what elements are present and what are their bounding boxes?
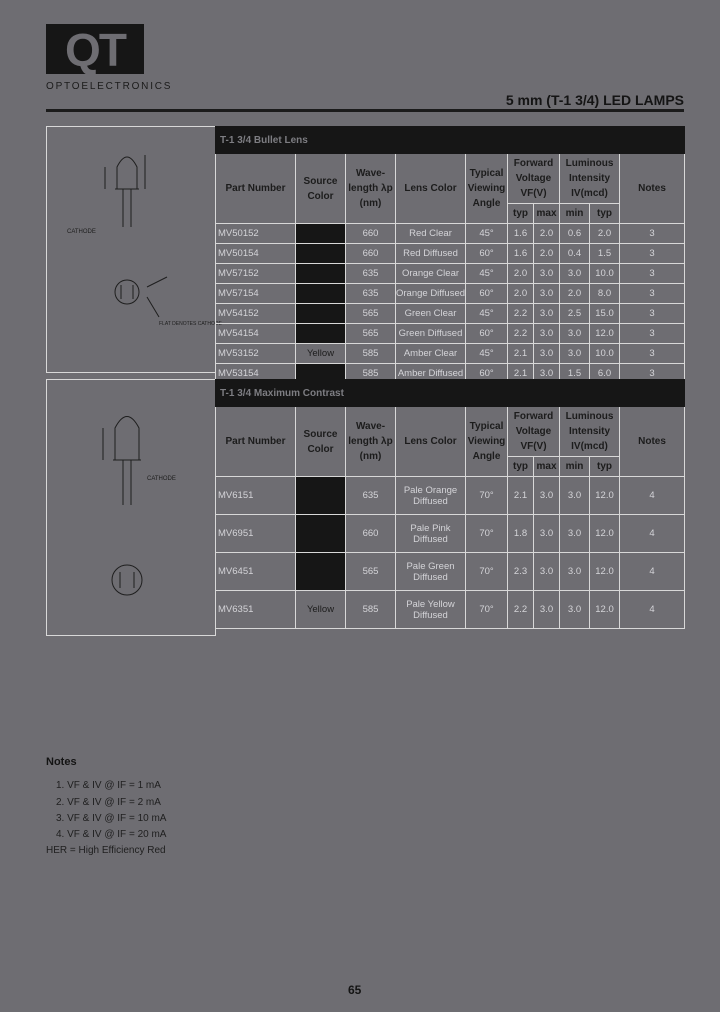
s1-cell-note: 3 (620, 304, 685, 324)
s1-cell-note: 3 (620, 324, 685, 344)
col2-angle: Typical Viewing Angle (466, 407, 508, 477)
s2-cell-angle: 70° (466, 515, 508, 553)
s1-cell-imin: 0.4 (560, 244, 590, 264)
s1-cell-ityp: 12.0 (590, 324, 620, 344)
col2-part: Part Number (216, 407, 296, 477)
s2-cell-wave: 585 (346, 591, 396, 629)
s1-cell-part: MV50154 (216, 244, 296, 264)
s1-cell-imin: 0.6 (560, 224, 590, 244)
s1-cell-vmax: 3.0 (534, 344, 560, 364)
s2-cell-vmax: 3.0 (534, 553, 560, 591)
col2-fv-max: max (534, 457, 560, 477)
s1-cell-ityp: 6.0 (590, 364, 620, 384)
col2-li: Luminous Intensity IV(mcd) (560, 407, 620, 457)
s1-cell-wave: 585 (346, 364, 396, 384)
bullet-lens-diagram (47, 127, 222, 372)
s1-cell-imin: 3.0 (560, 324, 590, 344)
s1-cell-vtyp: 2.2 (508, 304, 534, 324)
s1-cell-vmax: 3.0 (534, 304, 560, 324)
s1-cell-source: Yellow (296, 344, 346, 364)
s1-cell-angle: 45° (466, 304, 508, 324)
s1-cell-angle: 60° (466, 364, 508, 384)
col-fv-max: max (534, 204, 560, 224)
s1-cell-angle: 60° (466, 284, 508, 304)
s1-cell-lens: Orange Clear (396, 264, 466, 284)
s1-cell-wave: 635 (346, 284, 396, 304)
s2-cell-angle: 70° (466, 553, 508, 591)
s2-cell-ityp: 12.0 (590, 515, 620, 553)
s1-cell-vmax: 2.0 (534, 224, 560, 244)
s2-cell-wave: 565 (346, 553, 396, 591)
col-li-min: min (560, 204, 590, 224)
note-her: HER = High Efficiency Red (46, 845, 166, 856)
col2-lens: Lens Color (396, 407, 466, 477)
s1-cell-wave: 660 (346, 224, 396, 244)
s2-cell-imin: 3.0 (560, 477, 590, 515)
s2-cell-part: MV6151 (216, 477, 296, 515)
s2-cell-imin: 3.0 (560, 553, 590, 591)
s1-cell-imin: 1.5 (560, 364, 590, 384)
s2-cell-vtyp: 1.8 (508, 515, 534, 553)
s2-cell-note: 4 (620, 515, 685, 553)
s1-cell-note: 3 (620, 344, 685, 364)
s1-cell-wave: 565 (346, 324, 396, 344)
s1-cell-note: 3 (620, 224, 685, 244)
s1-cell-part: MV53152 (216, 344, 296, 364)
s2-cell-note: 4 (620, 553, 685, 591)
s1-row (216, 344, 685, 364)
s2-row (216, 515, 685, 553)
s1-cell-lens: Green Diffused (396, 324, 466, 344)
s1-cell-wave: 660 (346, 244, 396, 264)
s2-cell-vmax: 3.0 (534, 591, 560, 629)
max-contrast-drawing (46, 379, 216, 636)
notes-title: Notes (46, 756, 77, 768)
s1-cell-angle: 60° (466, 244, 508, 264)
s1-cell-wave: 565 (346, 304, 396, 324)
s2-cell-part: MV6351 (216, 591, 296, 629)
section2-banner: T-1 3/4 Maximum Contrast (216, 380, 685, 407)
s1-cell-angle: 45° (466, 264, 508, 284)
col2-fv: Forward Voltage VF(V) (508, 407, 560, 457)
s1-cell-wave: 585 (346, 344, 396, 364)
s1-cell-source (296, 224, 346, 244)
col2-source: Source Color (296, 407, 346, 477)
s1-cell-vmax: 3.0 (534, 364, 560, 384)
s2-cell-source: Yellow (296, 591, 346, 629)
s2-cell-part: MV6451 (216, 553, 296, 591)
logo-subtitle: OPTOELECTRONICS (46, 81, 173, 92)
s1-cell-source (296, 244, 346, 264)
s2-cell-source (296, 515, 346, 553)
s1-cell-lens: Orange Diffused (396, 284, 466, 304)
d1-flat-label: FLAT DENOTES CATHODE (159, 321, 222, 327)
s1-cell-ityp: 2.0 (590, 224, 620, 244)
col-lens: Lens Color (396, 154, 466, 224)
s1-cell-source (296, 264, 346, 284)
col-notes: Notes (620, 154, 685, 224)
col-li-typ: typ (590, 204, 620, 224)
s2-cell-lens: Pale Green Diffused (396, 553, 466, 591)
bullet-lens-table (215, 126, 685, 384)
s1-cell-ityp: 1.5 (590, 244, 620, 264)
logo-text: QT (65, 24, 125, 76)
s1-cell-vtyp: 2.0 (508, 284, 534, 304)
qt-logo (46, 24, 144, 74)
s2-cell-lens: Pale Pink Diffused (396, 515, 466, 553)
s1-cell-angle: 45° (466, 224, 508, 244)
s1-cell-vmax: 3.0 (534, 264, 560, 284)
s1-cell-part: MV54154 (216, 324, 296, 344)
s1-row (216, 304, 685, 324)
col-part: Part Number (216, 154, 296, 224)
s1-cell-ityp: 15.0 (590, 304, 620, 324)
s1-cell-source (296, 284, 346, 304)
s2-row (216, 591, 685, 629)
s2-cell-imin: 3.0 (560, 591, 590, 629)
s2-cell-lens: Pale Orange Diffused (396, 477, 466, 515)
s1-row (216, 244, 685, 264)
s1-cell-imin: 2.5 (560, 304, 590, 324)
s1-cell-lens: Amber Diffused (396, 364, 466, 384)
s2-cell-wave: 660 (346, 515, 396, 553)
s2-cell-note: 4 (620, 477, 685, 515)
s1-cell-note: 3 (620, 364, 685, 384)
s2-cell-vtyp: 2.1 (508, 477, 534, 515)
s1-cell-part: MV53154 (216, 364, 296, 384)
note-4: 4. VF & IV @ IF = 20 mA (56, 829, 167, 840)
s1-cell-part: MV54152 (216, 304, 296, 324)
s1-row (216, 224, 685, 244)
col-angle: Typical Viewing Angle (466, 154, 508, 224)
s1-cell-vmax: 2.0 (534, 244, 560, 264)
s1-row (216, 284, 685, 304)
s1-cell-vmax: 3.0 (534, 324, 560, 344)
s1-cell-part: MV57154 (216, 284, 296, 304)
col-source: Source Color (296, 154, 346, 224)
s1-cell-lens: Red Diffused (396, 244, 466, 264)
note-3: 3. VF & IV @ IF = 10 mA (56, 813, 167, 824)
s2-cell-source (296, 477, 346, 515)
s1-cell-angle: 45° (466, 344, 508, 364)
s1-cell-note: 3 (620, 244, 685, 264)
s2-cell-note: 4 (620, 591, 685, 629)
col2-li-min: min (560, 457, 590, 477)
s1-cell-imin: 3.0 (560, 344, 590, 364)
s1-cell-angle: 60° (466, 324, 508, 344)
s2-cell-vtyp: 2.3 (508, 553, 534, 591)
s2-cell-imin: 3.0 (560, 515, 590, 553)
col-fv-typ: typ (508, 204, 534, 224)
note-2: 2. VF & IV @ IF = 2 mA (56, 797, 161, 808)
s1-cell-ityp: 10.0 (590, 264, 620, 284)
s1-cell-source (296, 304, 346, 324)
s1-cell-vtyp: 2.1 (508, 344, 534, 364)
s1-cell-vtyp: 2.0 (508, 264, 534, 284)
s2-cell-part: MV6951 (216, 515, 296, 553)
max-contrast-diagram (47, 380, 215, 635)
s2-cell-ityp: 12.0 (590, 553, 620, 591)
s2-row (216, 553, 685, 591)
s1-row (216, 264, 685, 284)
col2-li-typ: typ (590, 457, 620, 477)
s1-cell-imin: 2.0 (560, 284, 590, 304)
note-1: 1. VF & IV @ IF = 1 mA (56, 780, 161, 791)
s2-cell-vmax: 3.0 (534, 515, 560, 553)
s1-cell-note: 3 (620, 264, 685, 284)
s1-cell-source (296, 324, 346, 344)
page-number: 65 (348, 983, 362, 997)
s1-cell-lens: Green Clear (396, 304, 466, 324)
bullet-lens-drawing (46, 126, 222, 373)
col2-fv-typ: typ (508, 457, 534, 477)
col-li: Luminous Intensity IV(mcd) (560, 154, 620, 204)
d2-cathode-label: CATHODE (147, 476, 176, 482)
s2-cell-angle: 70° (466, 591, 508, 629)
s1-cell-lens: Red Clear (396, 224, 466, 244)
s1-cell-wave: 635 (346, 264, 396, 284)
s2-cell-vmax: 3.0 (534, 477, 560, 515)
s2-cell-source (296, 553, 346, 591)
s1-cell-ityp: 8.0 (590, 284, 620, 304)
s2-cell-ityp: 12.0 (590, 477, 620, 515)
s2-cell-wave: 635 (346, 477, 396, 515)
col2-wave: Wave- length λp (nm) (346, 407, 396, 477)
s1-row (216, 324, 685, 344)
s1-cell-imin: 3.0 (560, 264, 590, 284)
s2-cell-ityp: 12.0 (590, 591, 620, 629)
s2-cell-angle: 70° (466, 477, 508, 515)
s2-row (216, 477, 685, 515)
s1-cell-vtyp: 1.6 (508, 224, 534, 244)
s1-cell-lens: Amber Clear (396, 344, 466, 364)
col-fv: Forward Voltage VF(V) (508, 154, 560, 204)
s2-cell-lens: Pale Yellow Diffused (396, 591, 466, 629)
s1-cell-part: MV57152 (216, 264, 296, 284)
s1-cell-vtyp: 2.2 (508, 324, 534, 344)
col2-notes: Notes (620, 407, 685, 477)
s1-cell-part: MV50152 (216, 224, 296, 244)
s1-cell-vtyp: 1.6 (508, 244, 534, 264)
header-rule (46, 109, 684, 112)
page-title: 5 mm (T-1 3/4) LED LAMPS (505, 92, 684, 108)
s1-cell-vmax: 3.0 (534, 284, 560, 304)
d1-cathode-label: CATHODE (67, 229, 96, 235)
col-wave: Wave- length λp (nm) (346, 154, 396, 224)
s1-cell-ityp: 10.0 (590, 344, 620, 364)
section1-banner: T-1 3/4 Bullet Lens (216, 127, 685, 154)
s2-cell-vtyp: 2.2 (508, 591, 534, 629)
s1-cell-vtyp: 2.1 (508, 364, 534, 384)
max-contrast-table (215, 379, 685, 629)
s1-cell-note: 3 (620, 284, 685, 304)
